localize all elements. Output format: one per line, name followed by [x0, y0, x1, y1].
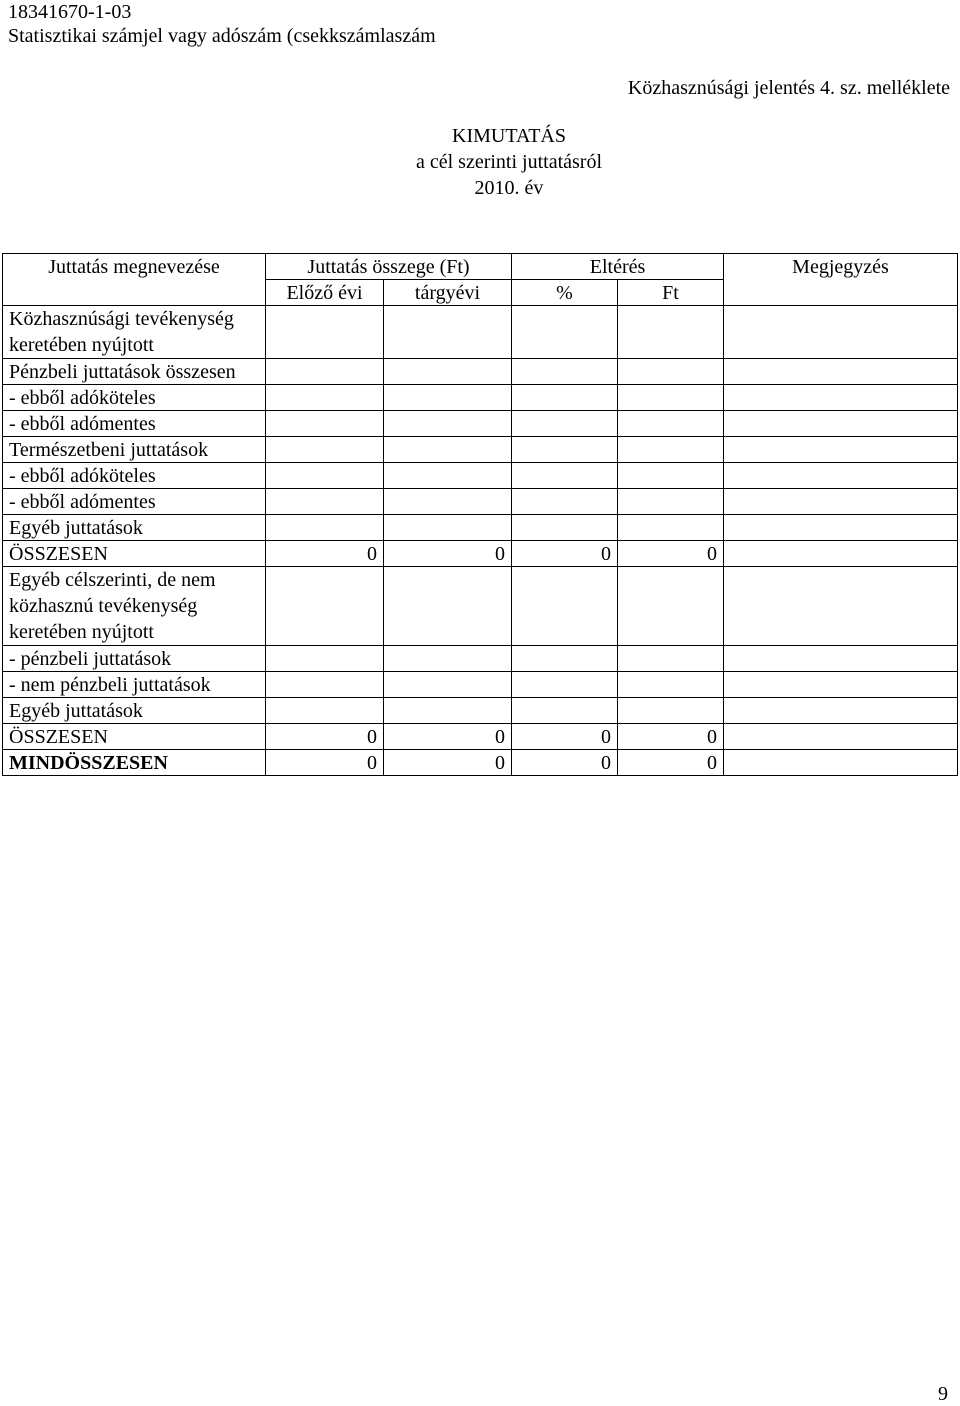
row-label: MINDÖSSZESEN — [3, 750, 266, 776]
cell-note — [724, 515, 958, 541]
cell-ft — [618, 463, 724, 489]
cell-prev — [266, 646, 384, 672]
cell-pct: 0 — [512, 724, 618, 750]
cell-note — [724, 385, 958, 411]
table-subheader-row — [3, 280, 958, 306]
document-title: KIMUTATÁS — [452, 125, 566, 147]
cell-pct — [512, 567, 618, 646]
table-row — [3, 750, 958, 776]
cell-curr — [384, 698, 512, 724]
cell-note — [724, 750, 958, 776]
row-label: Természetbeni juttatások — [3, 437, 266, 463]
header-pct: % — [512, 280, 618, 306]
table-header-row — [3, 254, 958, 280]
table-row — [3, 541, 958, 567]
cell-curr — [384, 385, 512, 411]
cell-prev: 0 — [266, 541, 384, 567]
cell-pct — [512, 463, 618, 489]
cell-curr — [384, 567, 512, 646]
statistical-id-label: Statisztikai számjel vagy adószám (csekkszámlaszám — [8, 25, 436, 47]
cell-curr — [384, 359, 512, 385]
cell-note — [724, 567, 958, 646]
cell-curr — [384, 489, 512, 515]
cell-note — [724, 306, 958, 359]
cell-ft — [618, 437, 724, 463]
row-label: - ebből adómentes — [3, 411, 266, 437]
cell-curr — [384, 646, 512, 672]
row-label: - ebből adómentes — [3, 489, 266, 515]
cell-note — [724, 541, 958, 567]
subheader-empty — [3, 280, 266, 306]
header-ft: Ft — [618, 280, 724, 306]
row-label: - nem pénzbeli juttatások — [3, 672, 266, 698]
cell-curr — [384, 437, 512, 463]
table-row — [3, 567, 958, 646]
cell-prev — [266, 489, 384, 515]
cell-pct — [512, 698, 618, 724]
page-number: 9 — [938, 1383, 948, 1405]
cell-prev — [266, 411, 384, 437]
header-diff: Eltérés — [512, 254, 724, 280]
table-row — [3, 646, 958, 672]
row-label: - ebből adóköteles — [3, 463, 266, 489]
cell-prev — [266, 437, 384, 463]
cell-pct — [512, 489, 618, 515]
cell-prev — [266, 359, 384, 385]
table-row — [3, 359, 958, 385]
row-label: ÖSSZESEN — [3, 724, 266, 750]
cell-ft — [618, 567, 724, 646]
table-row — [3, 672, 958, 698]
cell-ft — [618, 698, 724, 724]
row-label: Közhasznúsági tevékenység keretében nyújtott — [3, 306, 266, 359]
cell-note — [724, 463, 958, 489]
cell-prev — [266, 672, 384, 698]
cell-prev — [266, 463, 384, 489]
cell-curr — [384, 411, 512, 437]
cell-prev — [266, 567, 384, 646]
cell-ft — [618, 672, 724, 698]
cell-ft — [618, 646, 724, 672]
cell-pct — [512, 359, 618, 385]
cell-note — [724, 437, 958, 463]
row-label: Egyéb juttatások — [3, 515, 266, 541]
cell-ft — [618, 306, 724, 359]
cell-pct — [512, 646, 618, 672]
cell-curr: 0 — [384, 750, 512, 776]
document-year: 2010. év — [474, 177, 544, 199]
table-row — [3, 489, 958, 515]
benefits-table — [2, 253, 958, 776]
cell-ft — [618, 515, 724, 541]
table-row — [3, 698, 958, 724]
cell-pct — [512, 437, 618, 463]
table-row — [3, 463, 958, 489]
cell-ft: 0 — [618, 750, 724, 776]
cell-curr — [384, 515, 512, 541]
header-curr: tárgyévi — [384, 280, 512, 306]
cell-note — [724, 489, 958, 515]
cell-prev: 0 — [266, 724, 384, 750]
table-row — [3, 385, 958, 411]
cell-ft — [618, 411, 724, 437]
cell-ft — [618, 359, 724, 385]
row-label: ÖSSZESEN — [3, 541, 266, 567]
cell-ft — [618, 489, 724, 515]
cell-prev — [266, 698, 384, 724]
table-row — [3, 437, 958, 463]
cell-pct — [512, 411, 618, 437]
cell-curr — [384, 463, 512, 489]
cell-pct — [512, 385, 618, 411]
cell-prev: 0 — [266, 750, 384, 776]
statistical-id: 18341670-1-03 — [8, 1, 132, 23]
header-name: Juttatás megnevezése — [3, 254, 266, 280]
cell-note — [724, 698, 958, 724]
row-label: Pénzbeli juttatások összesen — [3, 359, 266, 385]
header-note: Megjegyzés — [724, 254, 958, 280]
row-label: - pénzbeli juttatások — [3, 646, 266, 672]
cell-curr: 0 — [384, 724, 512, 750]
cell-note — [724, 359, 958, 385]
header-prev: Előző évi — [266, 280, 384, 306]
cell-pct — [512, 306, 618, 359]
table-row — [3, 515, 958, 541]
cell-prev — [266, 515, 384, 541]
cell-note — [724, 411, 958, 437]
cell-curr — [384, 306, 512, 359]
cell-pct — [512, 515, 618, 541]
table-row — [3, 306, 958, 359]
row-label: - ebből adóköteles — [3, 385, 266, 411]
cell-ft: 0 — [618, 724, 724, 750]
table-row — [3, 411, 958, 437]
cell-prev — [266, 385, 384, 411]
header-amount: Juttatás összege (Ft) — [266, 254, 512, 280]
subheader-note-empty — [724, 280, 958, 306]
row-label: Egyéb célszerinti, de nem közhasznú tevékenység keretében nyújtott — [3, 567, 266, 646]
cell-pct: 0 — [512, 541, 618, 567]
cell-prev — [266, 306, 384, 359]
cell-ft: 0 — [618, 541, 724, 567]
cell-curr — [384, 672, 512, 698]
cell-note — [724, 646, 958, 672]
cell-note — [724, 672, 958, 698]
cell-ft — [618, 385, 724, 411]
document-subtitle: a cél szerinti juttatásról — [415, 151, 603, 173]
row-label: Egyéb juttatások — [3, 698, 266, 724]
cell-note — [724, 724, 958, 750]
cell-curr: 0 — [384, 541, 512, 567]
cell-pct — [512, 672, 618, 698]
annex-label: Közhasznúsági jelentés 4. sz. melléklete — [627, 77, 950, 99]
table-row — [3, 724, 958, 750]
title-block — [0, 124, 960, 202]
cell-pct: 0 — [512, 750, 618, 776]
